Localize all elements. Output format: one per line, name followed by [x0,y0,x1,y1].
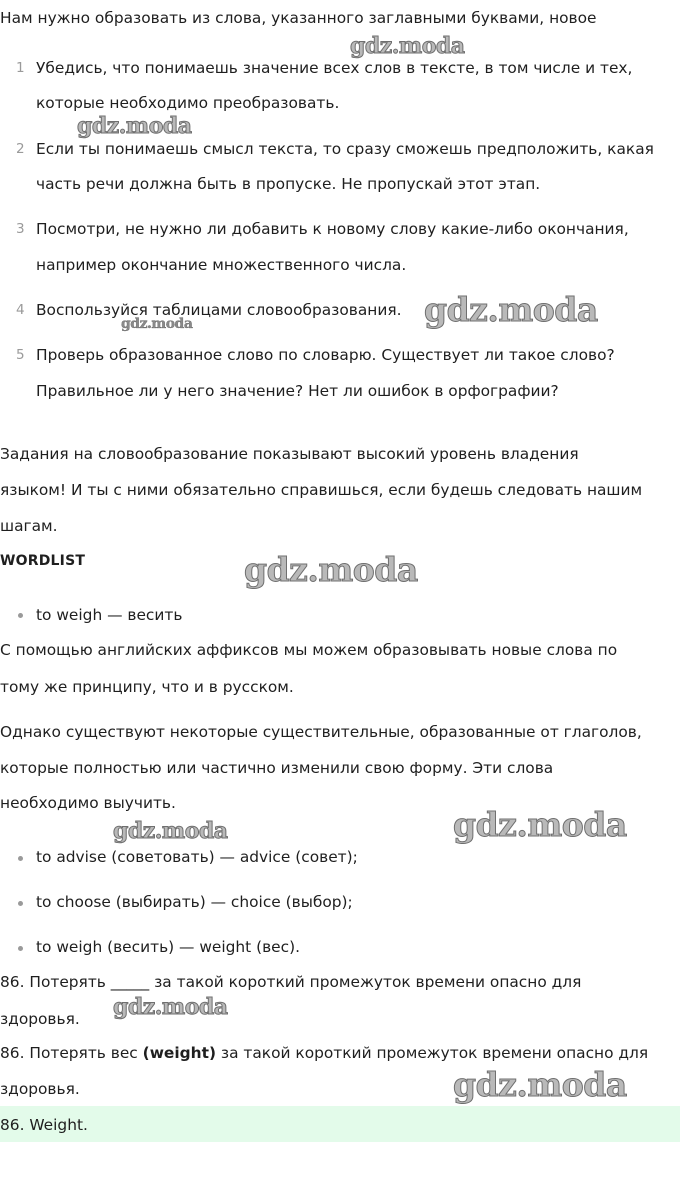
watermark: gdz.moda [121,316,193,332]
step-number: 5 [16,347,25,363]
step-number: 1 [16,60,25,76]
watermark: gdz.moda [113,818,228,844]
step-text: Если ты понимаешь смысл текста, то сразу сможешь предположить, какая [36,140,654,158]
filled-answer: (weight) [142,1044,216,1062]
step-text: Воспользуйся таблицами словообразования. [36,301,402,319]
step-number: 3 [16,221,25,237]
paragraph-line: Однако существуют некоторые существительные, образованные от глаголов, [0,723,642,741]
example-item: to choose (выбирать) — choice (выбор); [36,893,353,911]
bullet-dot [18,946,23,951]
step-text: которые необходимо преобразовать. [36,94,340,112]
watermark: gdz.moda [453,1065,627,1104]
answer-text: 86. Weight. [0,1116,88,1134]
paragraph-line: С помощью английских аффиксов мы можем образовывать новые слова по [0,641,618,659]
paragraph-line: которые полностью или частично изменили свою форму. Эти слова [0,759,554,777]
watermark: gdz.moda [453,805,627,844]
step-text: например окончание множественного числа. [36,256,407,274]
step-number: 2 [16,141,25,157]
step-text: Посмотри, не нужно ли добавить к новому слову какие-либо окончания, [36,220,629,238]
filled-suffix: за такой короткий промежуток времени опасно для [216,1044,649,1062]
wordlist-item: to weigh — весить [36,606,183,624]
watermark: gdz.moda [77,113,192,139]
example-item: to weigh (весить) — weight (вес). [36,938,301,956]
task-line: 86. Потерять _____ за такой короткий промежуток времени опасно для [0,973,582,991]
bullet-dot [18,613,23,618]
step-text: Правильное ли у него значение? Нет ли ошибок в орфографии? [36,382,559,400]
step-text: Проверь образованное слово по словарю. Существует ли такое слово? [36,346,615,364]
paragraph-line: тому же принципу, что и в русском. [0,678,294,696]
task-line: здоровья. [0,1010,80,1028]
step-text: часть речи должна быть в пропуске. Не пропускай этот этап. [36,175,541,193]
bullet-dot [18,901,23,906]
example-item: to advise (советовать) — advice (совет); [36,848,358,866]
step-number: 4 [16,302,25,318]
filled-sentence [0,1043,648,1063]
watermark: gdz.moda [350,33,465,59]
paragraph-line: Задания на словообразование показывают высокий уровень владения [0,445,579,463]
watermark: gdz.moda [244,550,418,589]
filled-sentence-line2: здоровья. [0,1080,80,1098]
watermark: gdz.moda [424,290,598,329]
paragraph-line: необходимо выучить. [0,794,176,812]
paragraph-line: языком! И ты с ними обязательно справишься, если будешь следовать нашим [0,481,643,499]
step-text: Убедись, что понимаешь значение всех слов в тексте, в том числе и тех, [36,59,633,77]
answer-highlight [0,1106,680,1142]
wordlist-heading: WORDLIST [0,553,86,569]
paragraph-line: шагам. [0,517,58,535]
intro-text: Нам нужно образовать из слова, указанного заглавными буквами, новое [0,9,597,27]
bullet-dot [18,856,23,861]
filled-prefix: 86. Потерять вес [0,1044,143,1062]
watermark: gdz.moda [113,994,228,1020]
